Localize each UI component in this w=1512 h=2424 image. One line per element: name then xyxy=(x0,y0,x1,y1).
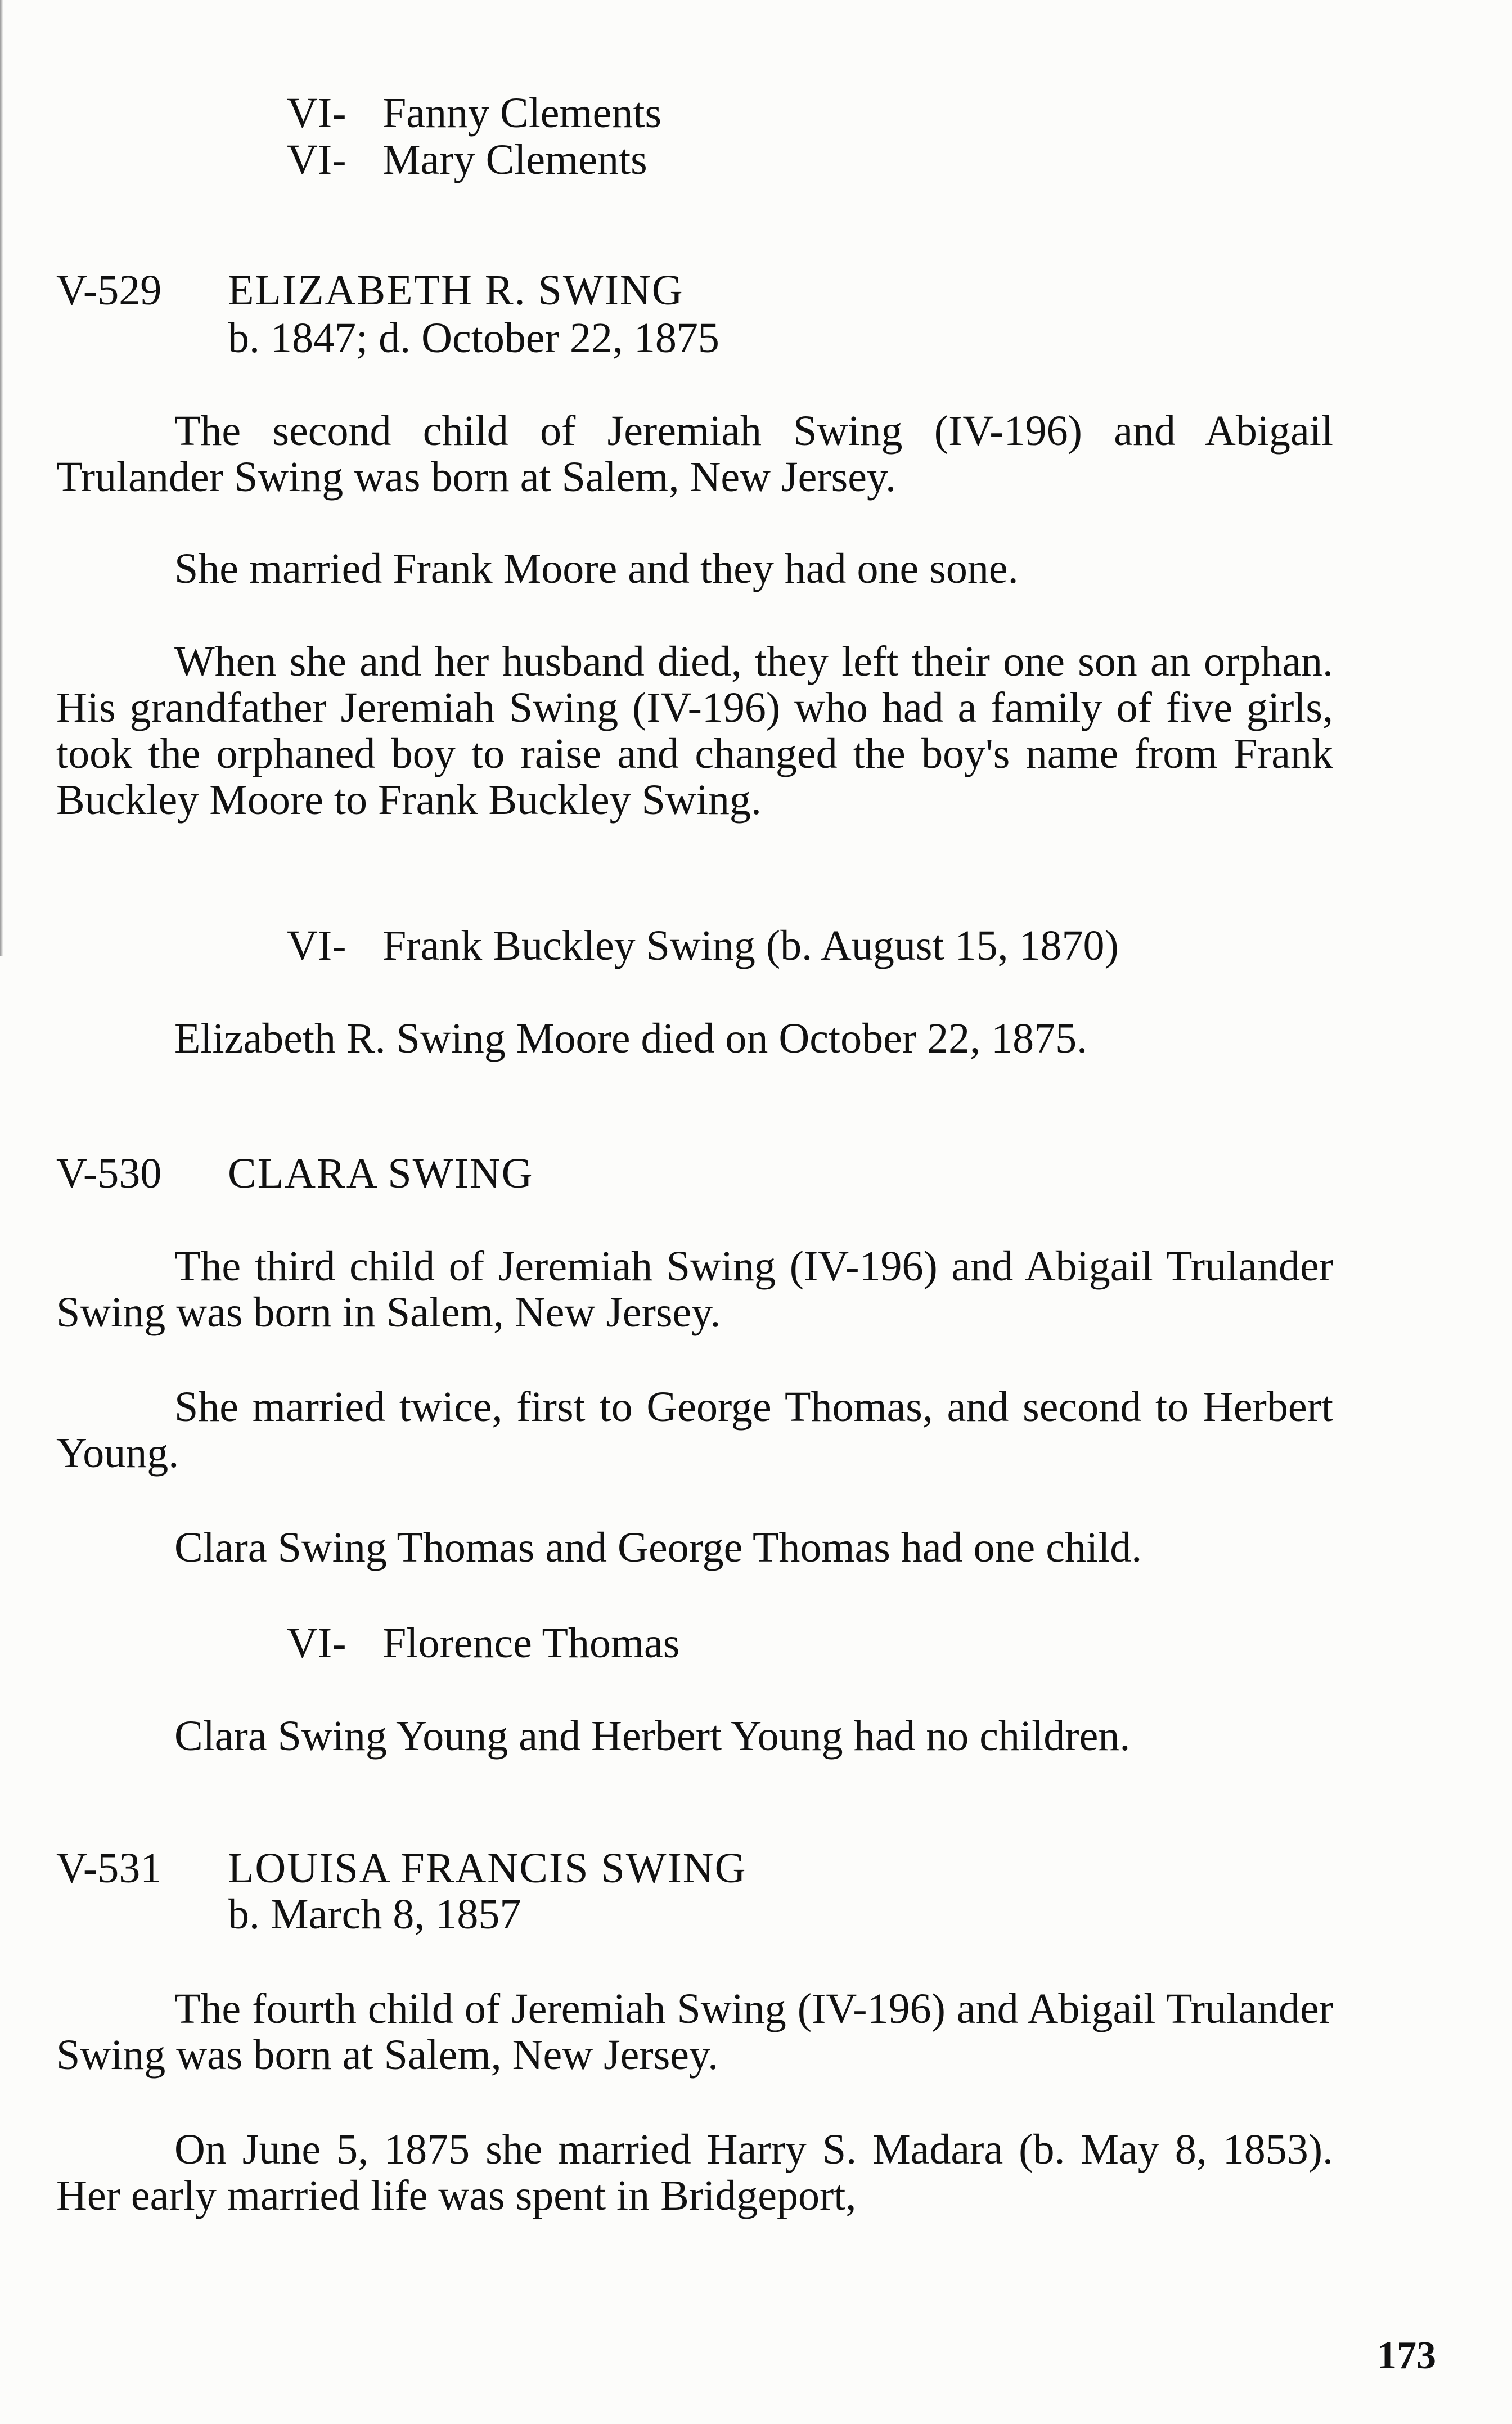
paragraph-530-birth: The third child of Jeremiah Swing (IV-196) and Abigail Trulander Swing was born in Salem, New Jersey. xyxy=(56,1243,1333,1336)
entry-heading-531 xyxy=(56,1845,747,1891)
paragraph-531-marriage: On June 5, 1875 she married Harry S. Madara (b. May 8, 1853). Her early married life was spent in Bridgeport, xyxy=(56,2126,1333,2219)
entry-name: LOUISA FRANCIS SWING xyxy=(228,1845,747,1892)
entry-number: V-531 xyxy=(56,1845,162,1892)
paragraph-530-no-children: Clara Swing Young and Herbert Young had no children. xyxy=(174,1712,1131,1760)
child-name: Frank Buckley Swing (b. August 15, 1870) xyxy=(382,922,1119,969)
entry-number: V-529 xyxy=(56,267,162,314)
child-line-fanny xyxy=(287,90,662,136)
paragraph-530-marriage: She married twice, first to George Thomas, and second to Herbert Young. xyxy=(56,1383,1333,1477)
child-line-florence xyxy=(287,1620,680,1666)
generation-label: VI- xyxy=(287,89,346,137)
entry-dates-531: b. March 8, 1857 xyxy=(228,1891,521,1938)
generation-label: VI- xyxy=(287,1620,346,1667)
child-line-frank xyxy=(287,923,1119,969)
generation-label: VI- xyxy=(287,922,346,969)
entry-name: CLARA SWING xyxy=(228,1150,534,1197)
entry-heading-530 xyxy=(56,1150,533,1197)
paragraph-529-death: Elizabeth R. Swing Moore died on October 22, 1875. xyxy=(174,1015,1088,1062)
paragraph-529-marriage: She married Frank Moore and they had one sone. xyxy=(174,545,1019,592)
entry-heading-529 xyxy=(56,267,684,313)
paragraph-529-orphan: When she and her husband died, they left their one son an orphan. His grandfather Jeremiah Swing (IV-196) who had a family of five girls, took the orphaned boy to raise and changed the boy's name from Frank Buckley Moore to Frank Buckley Swing. xyxy=(56,638,1333,824)
child-name: Florence Thomas xyxy=(382,1620,680,1667)
entry-number: V-530 xyxy=(56,1150,162,1197)
child-name: Fanny Clements xyxy=(382,89,662,137)
child-name: Mary Clements xyxy=(382,136,647,183)
paragraph-529-birth: The second child of Jeremiah Swing (IV-196) and Abigail Trulander Swing was born at Salem, New Jersey. xyxy=(56,407,1333,501)
paragraph-531-birth: The fourth child of Jeremiah Swing (IV-196) and Abigail Trulander Swing was born at Salem, New Jersey. xyxy=(56,1985,1333,2079)
generation-label: VI- xyxy=(287,136,346,183)
paragraph-530-child: Clara Swing Thomas and George Thomas had one child. xyxy=(174,1524,1142,1571)
child-line-mary xyxy=(287,137,647,183)
page-number: 173 xyxy=(1377,2334,1436,2377)
scan-edge-shadow xyxy=(0,0,3,956)
entry-name: ELIZABETH R. SWING xyxy=(228,267,684,314)
entry-dates-529: b. 1847; d. October 22, 1875 xyxy=(228,314,719,362)
